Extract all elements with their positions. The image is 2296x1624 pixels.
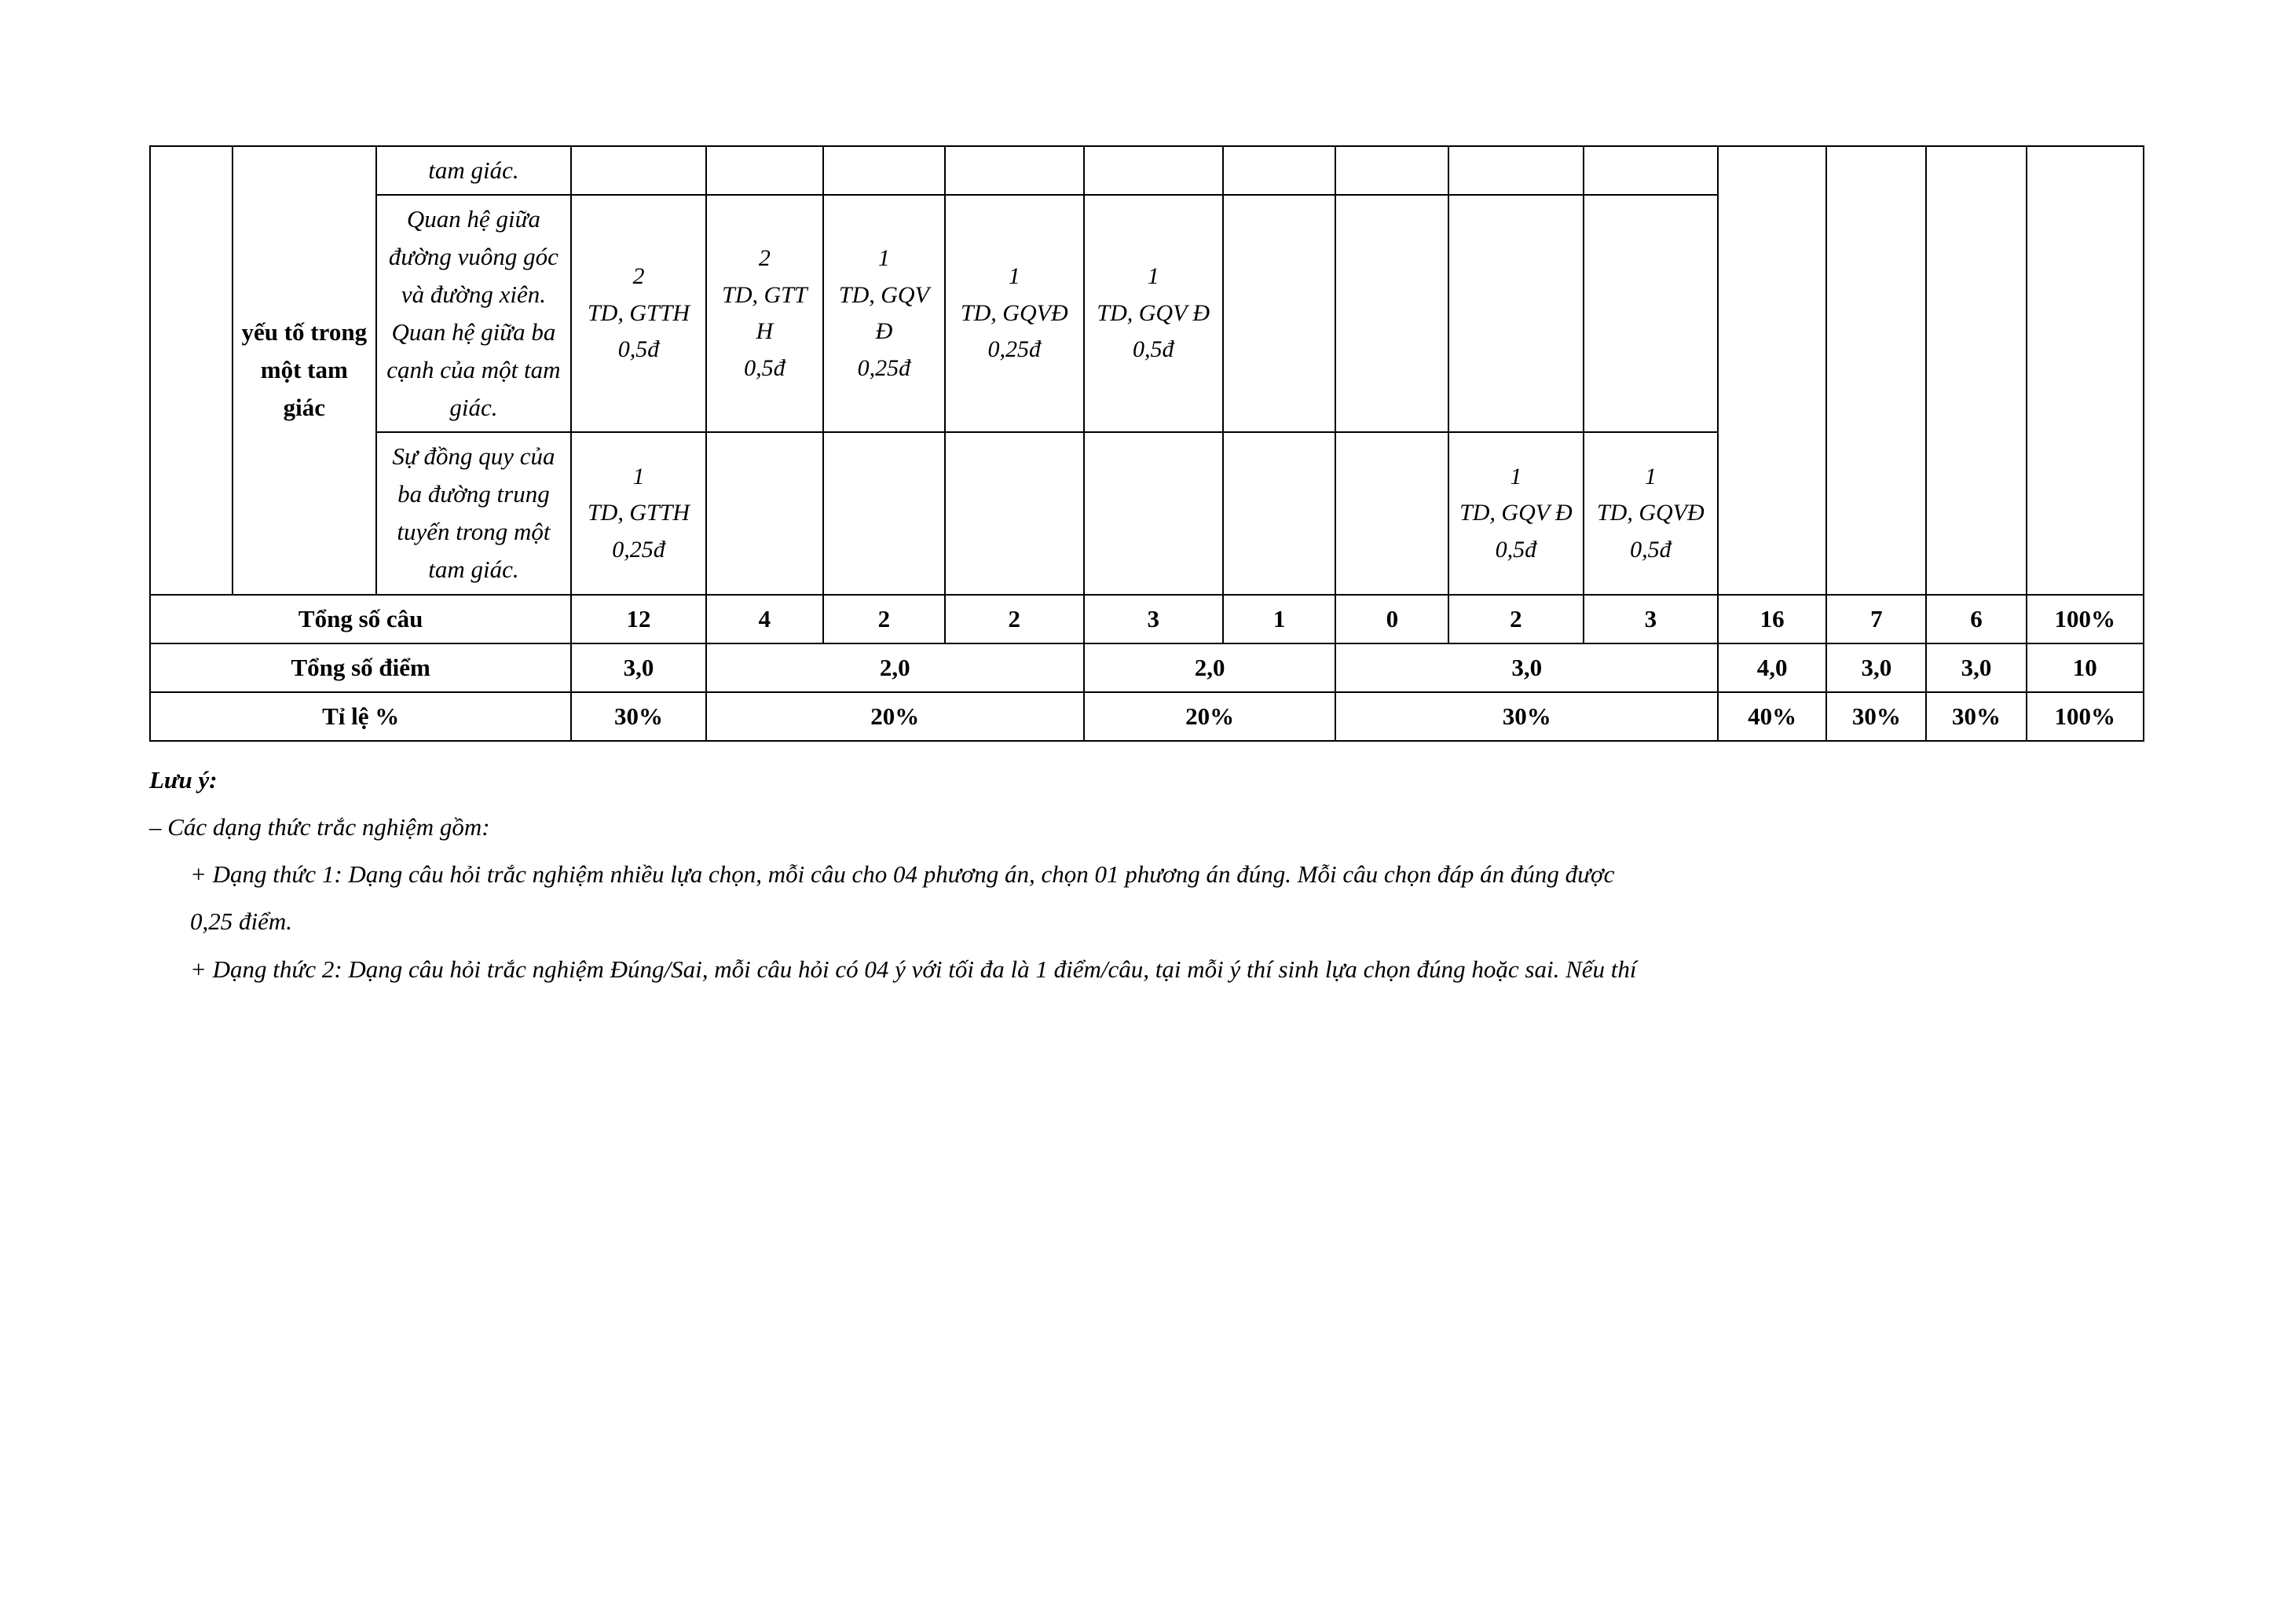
- value-code: TD, GTTH: [588, 299, 690, 326]
- table-row: [150, 146, 2144, 195]
- cell-r1c11: [1826, 146, 1926, 595]
- cell-r1c2: [706, 146, 823, 195]
- percentage-1: 30%: [571, 692, 705, 741]
- value-score: 0,5đ: [1630, 536, 1672, 563]
- total-questions-4: 2: [945, 595, 1084, 643]
- cell-r1c13: [2027, 146, 2144, 595]
- cell-r3c1: [571, 432, 705, 594]
- value-score: 0,25đ: [612, 536, 665, 563]
- cell-r1c4: [945, 146, 1084, 195]
- total-points-3: 2,0: [1084, 643, 1336, 692]
- total-questions-12: 6: [1926, 595, 2026, 643]
- value-number: 1: [877, 245, 890, 272]
- cell-r3c8: [1448, 432, 1583, 594]
- table-row-total-points: [150, 643, 2144, 692]
- cell-r1c5: [1084, 146, 1223, 195]
- total-points-8: 10: [2027, 643, 2144, 692]
- total-questions-2: 4: [706, 595, 823, 643]
- cell-group-label: yếu tố trong một tam giác: [233, 146, 375, 595]
- notes-line-3: + Dạng thức 2: Dạng câu hỏi trắc nghiệm Đúng/Sai, mỗi câu hỏi có 04 ý với tối đa là 1 điểm/câu, tại mỗi ý thí sinh lựa chọn đúng hoặc sai. Nếu thí: [190, 955, 1637, 983]
- value-score: 0,5đ: [744, 354, 785, 381]
- cell-r1c10: [1718, 146, 1826, 595]
- table-row-percentage: [150, 692, 2144, 741]
- cell-r1c3: [823, 146, 945, 195]
- table-row-total-questions: [150, 595, 2144, 643]
- cell-group-index: [150, 146, 233, 595]
- total-questions-11: 7: [1826, 595, 1926, 643]
- value-code: TD, GQV Đ: [838, 281, 929, 345]
- total-questions-9: 3: [1584, 595, 1718, 643]
- cell-r3c5: [1084, 432, 1223, 594]
- cell-r2c1: [571, 195, 705, 432]
- specification-matrix-table: [149, 145, 2144, 742]
- cell-r3c9: [1584, 432, 1718, 594]
- value-code: TD, GTT H: [722, 281, 807, 345]
- total-points-7: 3,0: [1926, 643, 2026, 692]
- cell-r3c3: [823, 432, 945, 594]
- percentage-8: 100%: [2027, 692, 2144, 741]
- total-points-4: 3,0: [1335, 643, 1718, 692]
- value-number: 1: [1510, 463, 1522, 489]
- cell-r1c6: [1223, 146, 1336, 195]
- total-questions-1: 12: [571, 595, 705, 643]
- notes-heading: Lưu ý:: [149, 765, 218, 794]
- cell-r2c4: [945, 195, 1084, 432]
- cell-content-continuation: tam giác.: [376, 146, 572, 195]
- total-questions-10: 16: [1718, 595, 1826, 643]
- cell-r1c8: [1448, 146, 1583, 195]
- percentage-5: 40%: [1718, 692, 1826, 741]
- value-code: TD, GQVĐ: [1596, 500, 1705, 526]
- total-points-6: 3,0: [1826, 643, 1926, 692]
- notes-line-1: – Các dạng thức trắc nghiệm gồm:: [149, 812, 490, 841]
- cell-r1c12: [1926, 146, 2026, 595]
- cell-r3c7: [1335, 432, 1448, 594]
- notes-line-2: + Dạng thức 1: Dạng câu hỏi trắc nghiệm nhiều lựa chọn, mỗi câu cho 04 phương án, chọn 01 phương án đúng. Mỗi câu chọn đáp án đúng được: [190, 860, 1615, 889]
- value-score: 0,25đ: [987, 336, 1042, 363]
- total-questions-6: 1: [1223, 595, 1336, 643]
- total-questions-5: 3: [1084, 595, 1223, 643]
- value-score: 0,5đ: [1132, 336, 1174, 363]
- label-total-questions: Tổng số câu: [150, 595, 571, 643]
- value-score: 0,5đ: [1495, 536, 1537, 563]
- percentage-7: 30%: [1926, 692, 2026, 741]
- value-score: 0,5đ: [617, 336, 660, 363]
- total-questions-3: 2: [823, 595, 945, 643]
- notes-section: [149, 759, 2147, 991]
- label-total-points: Tổng số điểm: [150, 643, 571, 692]
- value-code: TD, GQVĐ: [960, 299, 1068, 326]
- percentage-3: 20%: [1084, 692, 1336, 741]
- total-points-2: 2,0: [706, 643, 1084, 692]
- value-number: 1: [1008, 263, 1020, 290]
- cell-r3c2: [706, 432, 823, 594]
- value-number: 1: [632, 463, 645, 489]
- cell-r2c9: [1584, 195, 1718, 432]
- cell-r2c8: [1448, 195, 1583, 432]
- cell-r2c6: [1223, 195, 1336, 432]
- percentage-6: 30%: [1826, 692, 1926, 741]
- cell-r1c1: [571, 146, 705, 195]
- label-percentage: Tỉ lệ %: [150, 692, 571, 741]
- value-number: 2: [758, 245, 771, 272]
- percentage-2: 20%: [706, 692, 1084, 741]
- cell-r3c6: [1223, 432, 1336, 594]
- value-number: 1: [1644, 463, 1657, 489]
- cell-requirement-description: Sự đồng quy của ba đường trung tuyến trong một tam giác.: [376, 432, 572, 594]
- total-questions-7: 0: [1335, 595, 1448, 643]
- cell-r2c7: [1335, 195, 1448, 432]
- percentage-4: 30%: [1335, 692, 1718, 741]
- cell-r1c9: [1584, 146, 1718, 195]
- cell-r1c7: [1335, 146, 1448, 195]
- total-questions-8: 2: [1448, 595, 1583, 643]
- total-questions-13: 100%: [2027, 595, 2144, 643]
- cell-requirement-description: Quan hệ giữa đường vuông góc và đường xiên. Quan hệ giữa ba cạnh của một tam giác.: [376, 195, 572, 432]
- notes-line-2b: 0,25 điểm.: [190, 907, 293, 936]
- total-points-5: 4,0: [1718, 643, 1826, 692]
- cell-r2c3: [823, 195, 945, 432]
- value-code: TD, GTTH: [588, 500, 690, 526]
- cell-r3c4: [945, 432, 1084, 594]
- value-number: 1: [1147, 263, 1159, 290]
- total-points-1: 3,0: [571, 643, 705, 692]
- value-score: 0,25đ: [857, 354, 911, 381]
- cell-r2c5: [1084, 195, 1223, 432]
- value-code: TD, GQV Đ: [1459, 500, 1573, 526]
- cell-r2c2: [706, 195, 823, 432]
- value-number: 2: [632, 263, 645, 290]
- value-code: TD, GQV Đ: [1097, 299, 1210, 326]
